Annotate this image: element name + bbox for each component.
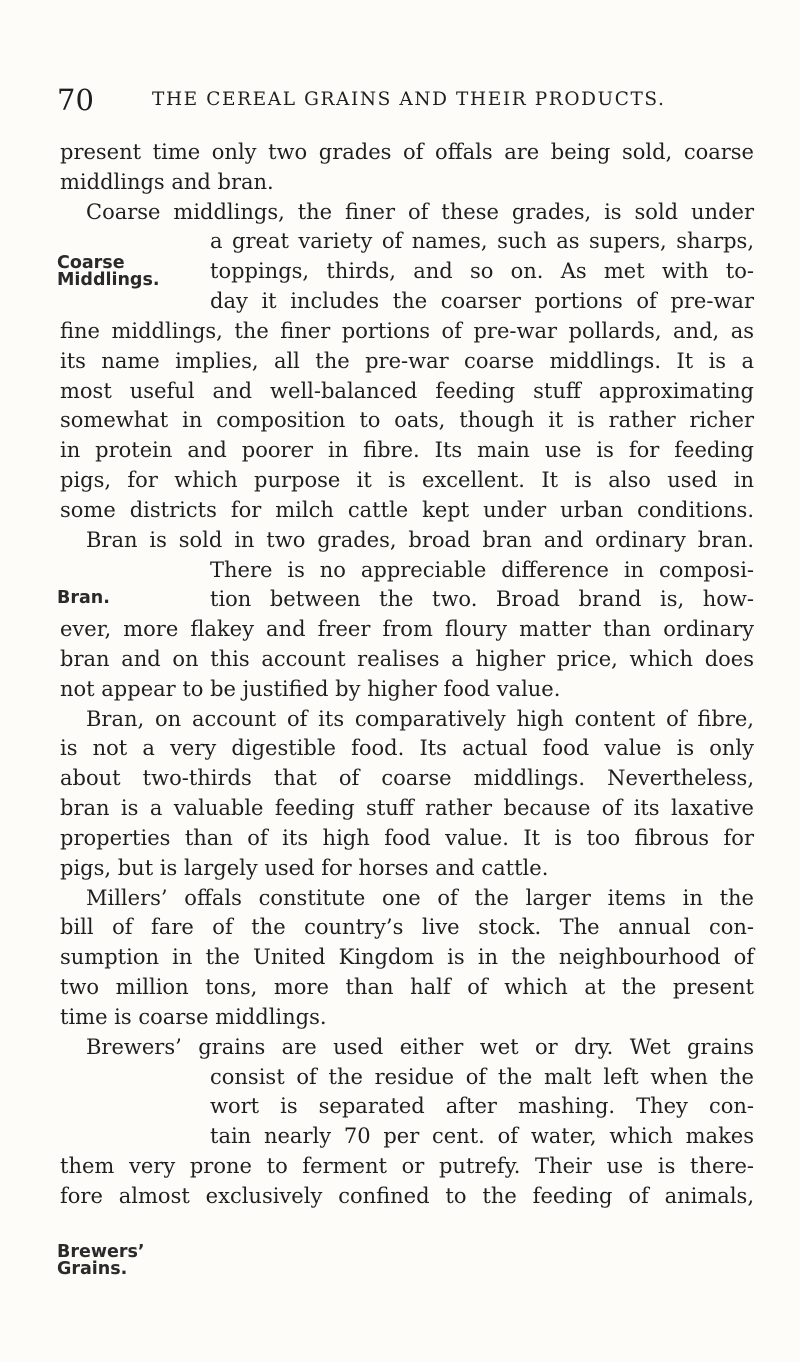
- sidenote-line: Coarse: [57, 253, 125, 273]
- page-header: [57, 80, 767, 120]
- sidenote-line: Middlings.: [57, 270, 160, 290]
- text-line: them very prone to ferment or putrefy. Their use is there-: [60, 1154, 754, 1178]
- text-line: pigs, but is largely used for horses and cattle.: [60, 856, 549, 880]
- text-line: bran and on this account realises a higher price, which does: [60, 647, 754, 671]
- text-line: in protein and poorer in fibre. Its main use is for feeding: [60, 438, 754, 462]
- text-line: bill of fare of the country’s live stock. The annual con-: [60, 915, 754, 939]
- text-line: some districts for milch cattle kept under urban conditions.: [60, 498, 754, 522]
- text-line: wort is separated after mashing. They con-: [210, 1094, 754, 1118]
- text-line: properties than of its high food value. It is too fibrous for: [60, 826, 754, 850]
- text-line: There is no appreciable difference in composi-: [210, 558, 754, 582]
- text-line: time is coarse middlings.: [60, 1005, 327, 1029]
- text-line: Coarse middlings, the finer of these grades, is sold under: [86, 200, 754, 224]
- text-line: consist of the residue of the malt left when the: [210, 1065, 754, 1089]
- text-line: day it includes the coarser portions of pre-war: [210, 289, 754, 313]
- text-line: not appear to be justified by higher food value.: [60, 677, 561, 701]
- text-line: Bran is sold in two grades, broad bran and ordinary bran.: [86, 528, 754, 552]
- text-line: present time only two grades of offals are being sold, coarse: [60, 140, 754, 164]
- text-line: tain nearly 70 per cent. of water, which makes: [210, 1124, 754, 1148]
- text-line: fine middlings, the finer portions of pre-war pollards, and, as: [60, 319, 754, 343]
- running-title: THE CEREAL GRAINS AND THEIR PRODUCTS.: [152, 89, 666, 110]
- text-line: fore almost exclusively confined to the feeding of animals,: [60, 1184, 754, 1208]
- sidenote-line: Brewers’: [57, 1242, 145, 1262]
- text-line: two million tons, more than half of which at the present: [60, 975, 754, 999]
- text-line: sumption in the United Kingdom is in the neighbourhood of: [60, 945, 754, 969]
- text-line: Brewers’ grains are used either wet or dry. Wet grains: [86, 1035, 754, 1059]
- text-line: Millers’ offals constitute one of the larger items in the: [86, 886, 754, 910]
- text-line: tion between the two. Broad brand is, how-: [210, 587, 754, 611]
- text-line: Bran, on account of its comparatively high content of fibre,: [86, 707, 754, 731]
- text-line: its name implies, all the pre-war coarse middlings. It is a: [60, 349, 754, 373]
- text-line: is not a very digestible food. Its actual food value is only: [60, 736, 754, 760]
- text-line: toppings, thirds, and so on. As met with to-: [210, 259, 754, 283]
- text-line: most useful and well-balanced feeding stuff approximating: [60, 379, 754, 403]
- sidenote-coarse-middlings: [57, 255, 160, 289]
- text-line: middlings and bran.: [60, 170, 274, 194]
- sidenote-bran: Bran.: [57, 588, 110, 608]
- text-line: about two-thirds that of coarse middlings. Nevertheless,: [60, 766, 754, 790]
- text-line: bran is a valuable feeding stuff rather because of its laxative: [60, 796, 754, 820]
- text-line: a great variety of names, such as supers, sharps,: [210, 229, 754, 253]
- text-line: somewhat in composition to oats, though it is rather richer: [60, 408, 754, 432]
- text-line: ever, more flakey and freer from floury matter than ordinary: [60, 617, 754, 641]
- sidenote-line: Grains.: [57, 1259, 128, 1279]
- text-line: pigs, for which purpose it is excellent. It is also used in: [60, 468, 754, 492]
- sidenote-brewers-grains: [57, 1244, 145, 1278]
- page-number: 70: [57, 83, 94, 117]
